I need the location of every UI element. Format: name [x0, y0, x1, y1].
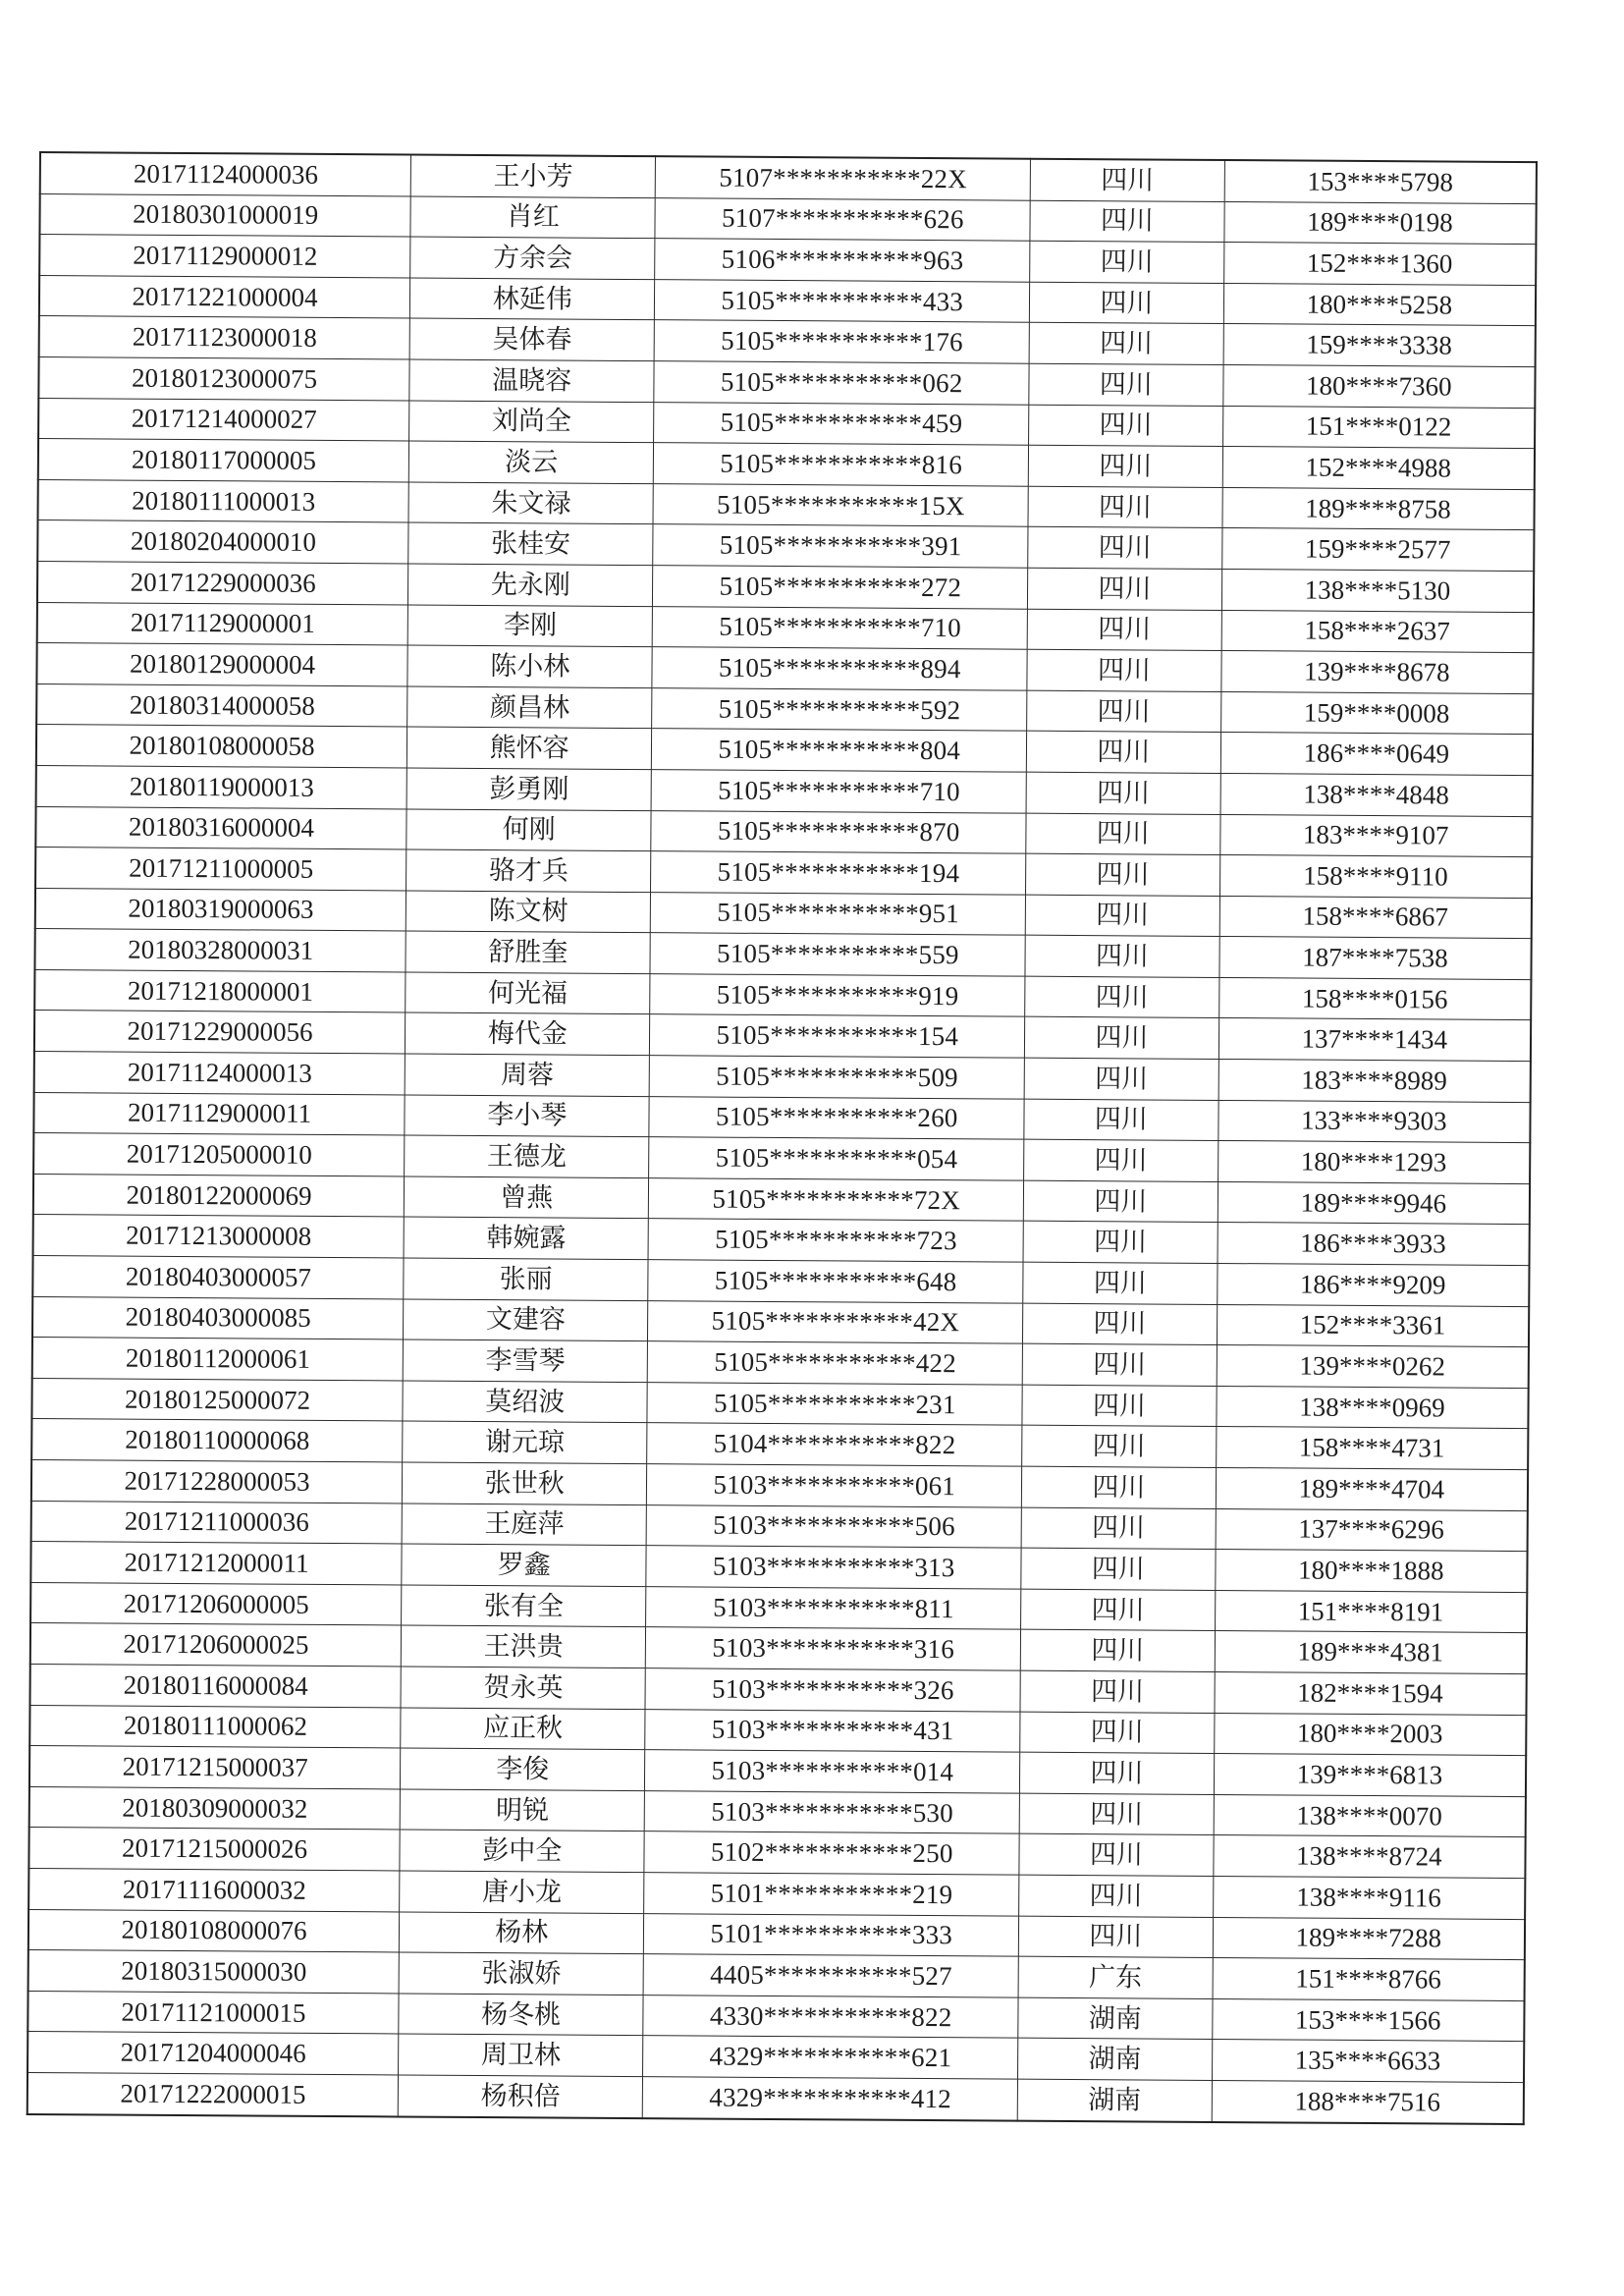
id-card-number-cell: 4405***********527 — [643, 1954, 1018, 1997]
id-card-number-cell: 5105***********459 — [654, 402, 1029, 445]
name-cell: 李俊 — [401, 1748, 646, 1790]
name-cell: 林延伟 — [409, 278, 655, 320]
phone-number-cell: 152****4988 — [1222, 447, 1535, 490]
phone-number-cell: 138****4848 — [1220, 773, 1533, 816]
record-id-cell: 20171206000025 — [30, 1623, 402, 1667]
record-id-cell: 20180129000004 — [36, 643, 407, 686]
province-cell: 四川 — [1025, 976, 1219, 1018]
province-cell: 四川 — [1027, 690, 1221, 733]
id-card-number-cell: 5105***********804 — [652, 729, 1027, 772]
record-id-cell: 20180309000032 — [29, 1786, 401, 1830]
record-id-cell: 20171205000010 — [33, 1133, 405, 1176]
province-cell: 四川 — [1028, 445, 1222, 487]
id-card-number-cell: 5101***********333 — [644, 1913, 1019, 1956]
record-id-cell: 20171123000018 — [39, 316, 410, 359]
name-cell: 曾燕 — [404, 1176, 649, 1219]
id-card-number-cell: 5105***********648 — [648, 1260, 1023, 1303]
id-card-number-cell: 5105***********154 — [650, 1014, 1025, 1058]
id-card-number-cell: 5105***********231 — [647, 1382, 1022, 1425]
province-cell: 四川 — [1024, 1139, 1218, 1181]
id-card-number-cell: 5103***********431 — [645, 1709, 1020, 1752]
record-id-cell: 20171121000015 — [27, 1991, 399, 2034]
name-cell: 韩婉露 — [404, 1217, 649, 1259]
name-cell: 周卫林 — [399, 2034, 644, 2076]
id-card-number-cell: 5103***********506 — [647, 1504, 1022, 1548]
record-id-cell: 20171124000036 — [40, 152, 411, 196]
phone-number-cell: 159****3338 — [1223, 324, 1536, 367]
record-id-cell: 20171218000001 — [34, 969, 406, 1012]
phone-number-cell: 158****0156 — [1218, 977, 1531, 1020]
province-cell: 四川 — [1029, 363, 1223, 406]
record-id-cell: 20171214000027 — [38, 398, 409, 441]
phone-number-cell: 137****6296 — [1216, 1508, 1528, 1552]
province-cell: 四川 — [1028, 486, 1222, 528]
record-id-cell: 20180316000004 — [35, 806, 406, 849]
phone-number-cell: 180****5258 — [1223, 283, 1536, 326]
phone-number-cell: 189****4381 — [1215, 1631, 1527, 1674]
province-cell: 四川 — [1023, 1180, 1218, 1223]
record-id-cell: 20180315000030 — [28, 1950, 400, 1994]
id-card-number-cell: 5103***********316 — [646, 1627, 1021, 1670]
province-cell: 四川 — [1020, 1752, 1215, 1794]
phone-number-cell: 159****0008 — [1220, 691, 1533, 735]
phone-number-cell: 133****9303 — [1218, 1100, 1530, 1143]
province-cell: 四川 — [1029, 323, 1223, 365]
id-card-number-cell: 5105***********710 — [653, 606, 1028, 649]
id-card-number-cell: 5103***********326 — [645, 1668, 1020, 1712]
name-cell: 应正秋 — [401, 1708, 646, 1750]
id-card-number-cell: 5102***********250 — [644, 1831, 1019, 1875]
record-id-cell: 20180112000061 — [32, 1338, 404, 1381]
id-card-number-cell: 5105***********816 — [654, 443, 1029, 486]
province-cell: 四川 — [1022, 1343, 1217, 1386]
id-card-number-cell: 5103***********061 — [647, 1464, 1022, 1507]
id-card-number-cell: 5103***********014 — [645, 1750, 1020, 1793]
name-cell: 谢元琼 — [403, 1421, 648, 1463]
id-card-number-cell: 5105***********894 — [652, 647, 1027, 690]
phone-number-cell: 138****8724 — [1214, 1835, 1526, 1879]
name-cell: 何光福 — [406, 972, 651, 1014]
province-cell: 四川 — [1027, 649, 1221, 691]
province-cell: 湖南 — [1018, 1997, 1213, 2040]
phone-number-cell: 180****1293 — [1218, 1141, 1530, 1184]
phone-number-cell: 182****1594 — [1215, 1671, 1527, 1715]
name-cell: 朱文禄 — [408, 482, 654, 524]
record-id-cell: 20171215000037 — [29, 1746, 401, 1789]
province-cell: 四川 — [1026, 772, 1220, 814]
record-id-cell: 20180204000010 — [37, 520, 408, 564]
record-id-cell: 20171204000046 — [27, 2032, 399, 2075]
phone-number-cell: 151****8191 — [1215, 1590, 1527, 1633]
name-cell: 王小芳 — [410, 155, 656, 198]
province-cell: 四川 — [1028, 568, 1222, 610]
province-cell: 四川 — [1019, 1834, 1214, 1877]
province-cell: 四川 — [1026, 731, 1220, 773]
record-id-cell: 20180111000062 — [29, 1705, 401, 1748]
province-cell: 四川 — [1021, 1507, 1216, 1550]
record-id-cell: 20180319000063 — [35, 888, 406, 931]
id-card-number-cell: 5105***********951 — [651, 892, 1026, 935]
record-id-cell: 20180403000085 — [32, 1296, 404, 1339]
phone-number-cell: 153****5798 — [1224, 160, 1537, 203]
id-card-number-cell: 5103***********313 — [646, 1546, 1021, 1589]
name-cell: 文建容 — [404, 1299, 649, 1341]
id-card-number-cell: 5104***********822 — [647, 1423, 1022, 1466]
id-card-number-cell: 5105***********433 — [655, 279, 1030, 322]
name-cell: 陈小林 — [407, 645, 653, 687]
record-id-cell: 20180125000072 — [31, 1378, 403, 1421]
phone-number-cell: 138****9116 — [1213, 1876, 1525, 1919]
phone-number-cell: 186****0649 — [1220, 733, 1533, 776]
record-id-cell: 20180301000019 — [39, 193, 410, 237]
name-cell: 张世秋 — [402, 1462, 647, 1504]
id-card-number-cell: 5103***********811 — [646, 1586, 1021, 1629]
record-id-cell: 20180108000076 — [28, 1909, 400, 1952]
province-cell: 湖南 — [1018, 2038, 1213, 2080]
province-cell: 四川 — [1027, 609, 1221, 651]
province-cell: 四川 — [1023, 1262, 1218, 1304]
id-card-number-cell: 5105***********176 — [655, 320, 1030, 363]
name-cell: 颜昌林 — [407, 686, 653, 729]
province-cell: 四川 — [1030, 200, 1224, 243]
record-id-cell: 20180123000075 — [38, 356, 409, 400]
province-cell: 四川 — [1019, 1793, 1214, 1835]
record-id-cell: 20171213000008 — [33, 1215, 405, 1258]
name-cell: 张丽 — [404, 1258, 649, 1300]
province-cell: 四川 — [1029, 282, 1223, 324]
province-cell: 四川 — [1026, 853, 1220, 896]
record-id-cell: 20180119000013 — [36, 765, 407, 808]
phone-number-cell: 158****9110 — [1219, 855, 1532, 899]
phone-number-cell: 152****3361 — [1217, 1304, 1529, 1347]
record-id-cell: 20171229000056 — [34, 1011, 406, 1054]
id-card-number-cell: 5103***********530 — [645, 1790, 1020, 1833]
name-cell: 明锐 — [400, 1789, 645, 1831]
province-cell: 四川 — [1021, 1466, 1216, 1508]
id-card-number-cell: 5105***********15X — [653, 483, 1028, 526]
record-id-cell: 20171215000026 — [28, 1828, 400, 1871]
phone-number-cell: 135****6633 — [1212, 2040, 1524, 2083]
province-cell: 四川 — [1024, 1099, 1218, 1141]
record-id-cell: 20171129000012 — [39, 235, 410, 278]
id-card-number-cell: 5105***********42X — [648, 1300, 1023, 1343]
id-card-number-cell: 5107***********22X — [656, 156, 1031, 200]
phone-number-cell: 186****3933 — [1218, 1223, 1530, 1266]
registry-table — [27, 151, 1538, 2125]
name-cell: 陈文树 — [406, 891, 651, 933]
name-cell: 张有全 — [402, 1585, 647, 1627]
name-cell: 何刚 — [406, 808, 652, 850]
phone-number-cell: 180****7360 — [1222, 364, 1535, 408]
name-cell: 莫绍波 — [403, 1381, 648, 1423]
name-cell: 刘尚全 — [409, 401, 655, 443]
phone-number-cell: 158****6867 — [1219, 896, 1532, 939]
province-cell: 四川 — [1023, 1303, 1218, 1345]
phone-number-cell: 138****0070 — [1214, 1794, 1526, 1837]
name-cell: 贺永英 — [401, 1667, 646, 1709]
id-card-number-cell: 5105***********509 — [650, 1056, 1025, 1099]
record-id-cell: 20171206000005 — [30, 1582, 402, 1625]
id-card-number-cell: 5105***********870 — [651, 810, 1026, 853]
phone-number-cell: 152****1360 — [1223, 243, 1536, 286]
province-cell: 四川 — [1021, 1589, 1216, 1631]
record-id-cell: 20171211000005 — [35, 847, 406, 891]
province-cell: 四川 — [1029, 405, 1223, 447]
id-card-number-cell: 5105***********422 — [648, 1341, 1023, 1385]
province-cell: 四川 — [1030, 159, 1224, 201]
name-cell: 方余会 — [410, 237, 656, 279]
name-cell: 张桂安 — [408, 522, 654, 565]
phone-number-cell: 139****0262 — [1217, 1345, 1529, 1389]
name-cell: 王庭萍 — [402, 1503, 647, 1546]
phone-number-cell: 139****6813 — [1214, 1754, 1526, 1797]
province-cell: 四川 — [1020, 1670, 1215, 1713]
record-id-cell: 20171222000015 — [27, 2072, 399, 2116]
id-card-number-cell: 5105***********559 — [650, 933, 1025, 976]
record-id-cell: 20180314000058 — [36, 683, 407, 727]
name-cell: 李雪琴 — [403, 1339, 648, 1382]
record-id-cell: 20180328000031 — [34, 929, 406, 972]
phone-number-cell: 180****1888 — [1215, 1550, 1527, 1593]
registry-table-body — [27, 152, 1537, 2124]
record-id-cell: 20180116000084 — [30, 1664, 402, 1707]
province-cell: 四川 — [1020, 1712, 1215, 1754]
province-cell: 湖南 — [1017, 2079, 1212, 2121]
name-cell: 淡云 — [408, 441, 654, 483]
id-card-number-cell: 5105***********72X — [649, 1177, 1024, 1221]
record-id-cell: 20180122000069 — [33, 1174, 405, 1217]
name-cell: 梅代金 — [406, 1012, 651, 1055]
province-cell: 四川 — [1022, 1385, 1217, 1427]
name-cell: 彭勇刚 — [406, 768, 652, 810]
name-cell: 先永刚 — [408, 564, 654, 606]
record-id-cell: 20171228000053 — [31, 1459, 403, 1503]
phone-number-cell: 158****4731 — [1216, 1427, 1528, 1470]
province-cell: 四川 — [1020, 1630, 1215, 1672]
phone-number-cell: 158****2637 — [1221, 610, 1534, 653]
phone-number-cell: 189****0198 — [1224, 201, 1537, 245]
phone-number-cell: 189****4704 — [1216, 1467, 1528, 1510]
name-cell: 王洪贵 — [401, 1625, 646, 1667]
record-id-cell: 20171229000036 — [37, 561, 408, 604]
record-id-cell: 20180117000005 — [38, 439, 409, 482]
phone-number-cell: 139****8678 — [1221, 651, 1534, 694]
phone-number-cell: 183****9107 — [1219, 814, 1532, 857]
record-id-cell: 20180108000058 — [36, 725, 407, 768]
phone-number-cell: 189****8758 — [1222, 487, 1535, 530]
name-cell: 唐小龙 — [400, 1871, 645, 1913]
name-cell: 温晓容 — [409, 359, 655, 402]
phone-number-cell: 180****2003 — [1214, 1713, 1526, 1756]
name-cell: 李小琴 — [405, 1095, 650, 1137]
province-cell: 四川 — [1021, 1548, 1216, 1590]
id-card-number-cell: 5105***********710 — [651, 770, 1026, 813]
phone-number-cell: 153****1566 — [1212, 1998, 1524, 2042]
name-cell: 杨冬桃 — [399, 1994, 644, 2036]
id-card-number-cell: 5107***********626 — [655, 197, 1030, 241]
province-cell: 四川 — [1026, 813, 1220, 855]
name-cell: 罗鑫 — [402, 1544, 647, 1586]
phone-number-cell: 183****8989 — [1218, 1060, 1531, 1103]
phone-number-cell: 138****5130 — [1221, 569, 1534, 612]
name-cell: 彭中全 — [400, 1830, 645, 1872]
name-cell: 肖红 — [410, 196, 656, 239]
id-card-number-cell: 5105***********054 — [649, 1137, 1024, 1180]
record-id-cell: 20180403000057 — [32, 1256, 404, 1299]
id-card-number-cell: 5106***********963 — [655, 239, 1030, 282]
id-card-number-cell: 5105***********919 — [650, 974, 1025, 1017]
id-card-number-cell: 5105***********592 — [652, 687, 1027, 731]
id-card-number-cell: 5105***********391 — [653, 524, 1028, 568]
record-id-cell: 20171211000036 — [31, 1501, 403, 1544]
phone-number-cell: 151****8766 — [1213, 1958, 1525, 2001]
name-cell: 周蓉 — [405, 1054, 650, 1096]
id-card-number-cell: 5105***********260 — [649, 1096, 1024, 1139]
record-id-cell: 20180110000068 — [31, 1419, 403, 1462]
record-id-cell: 20171116000032 — [28, 1868, 400, 1911]
record-id-cell: 20171129000001 — [37, 602, 408, 645]
province-cell: 四川 — [1030, 241, 1224, 283]
province-cell: 四川 — [1028, 527, 1222, 570]
phone-number-cell: 187****7538 — [1219, 937, 1532, 980]
province-cell: 四川 — [1018, 1916, 1213, 1958]
record-id-cell: 20171212000011 — [30, 1542, 402, 1585]
id-card-number-cell: 4330***********822 — [643, 1995, 1018, 2038]
province-cell: 四川 — [1024, 1058, 1218, 1100]
phone-number-cell: 188****7516 — [1212, 2080, 1524, 2123]
province-cell: 四川 — [1022, 1426, 1217, 1468]
province-cell: 四川 — [1025, 935, 1219, 977]
phone-number-cell: 189****7288 — [1213, 1917, 1525, 1960]
phone-number-cell: 137****1434 — [1218, 1018, 1531, 1062]
id-card-number-cell: 5105***********272 — [653, 566, 1028, 609]
id-card-number-cell: 4329***********621 — [643, 2036, 1018, 2079]
table-row — [27, 2072, 1524, 2123]
province-cell: 四川 — [1019, 1875, 1214, 1917]
phone-number-cell: 189****9946 — [1218, 1181, 1530, 1225]
name-cell: 张淑娇 — [399, 1952, 644, 1995]
record-id-cell: 20171129000011 — [33, 1092, 405, 1135]
province-cell: 四川 — [1025, 1017, 1219, 1060]
name-cell: 杨积倍 — [398, 2075, 643, 2118]
record-id-cell: 20171124000013 — [34, 1052, 406, 1095]
phone-number-cell: 151****0122 — [1222, 406, 1535, 449]
id-card-number-cell: 5105***********062 — [654, 361, 1029, 405]
phone-number-cell: 186****9209 — [1217, 1264, 1529, 1307]
phone-number-cell: 159****2577 — [1221, 528, 1534, 572]
record-id-cell: 20180111000013 — [38, 479, 409, 522]
id-card-number-cell: 5105***********194 — [651, 851, 1026, 895]
province-cell: 四川 — [1025, 895, 1219, 937]
id-card-number-cell: 5105***********723 — [648, 1219, 1023, 1262]
id-card-number-cell: 5101***********219 — [644, 1873, 1019, 1916]
record-id-cell: 20171221000004 — [39, 275, 410, 318]
province-cell: 四川 — [1023, 1222, 1218, 1264]
name-cell: 杨林 — [399, 1912, 644, 1954]
name-cell: 舒胜奎 — [406, 931, 651, 973]
phone-number-cell: 138****0969 — [1217, 1386, 1529, 1429]
id-card-number-cell: 4329***********412 — [643, 2077, 1018, 2121]
name-cell: 熊怀容 — [406, 727, 652, 769]
name-cell: 吴体春 — [409, 318, 655, 360]
name-cell: 李刚 — [407, 605, 653, 647]
name-cell: 骆才兵 — [406, 849, 652, 892]
name-cell: 王德龙 — [405, 1135, 650, 1177]
province-cell: 广东 — [1018, 1956, 1213, 1998]
